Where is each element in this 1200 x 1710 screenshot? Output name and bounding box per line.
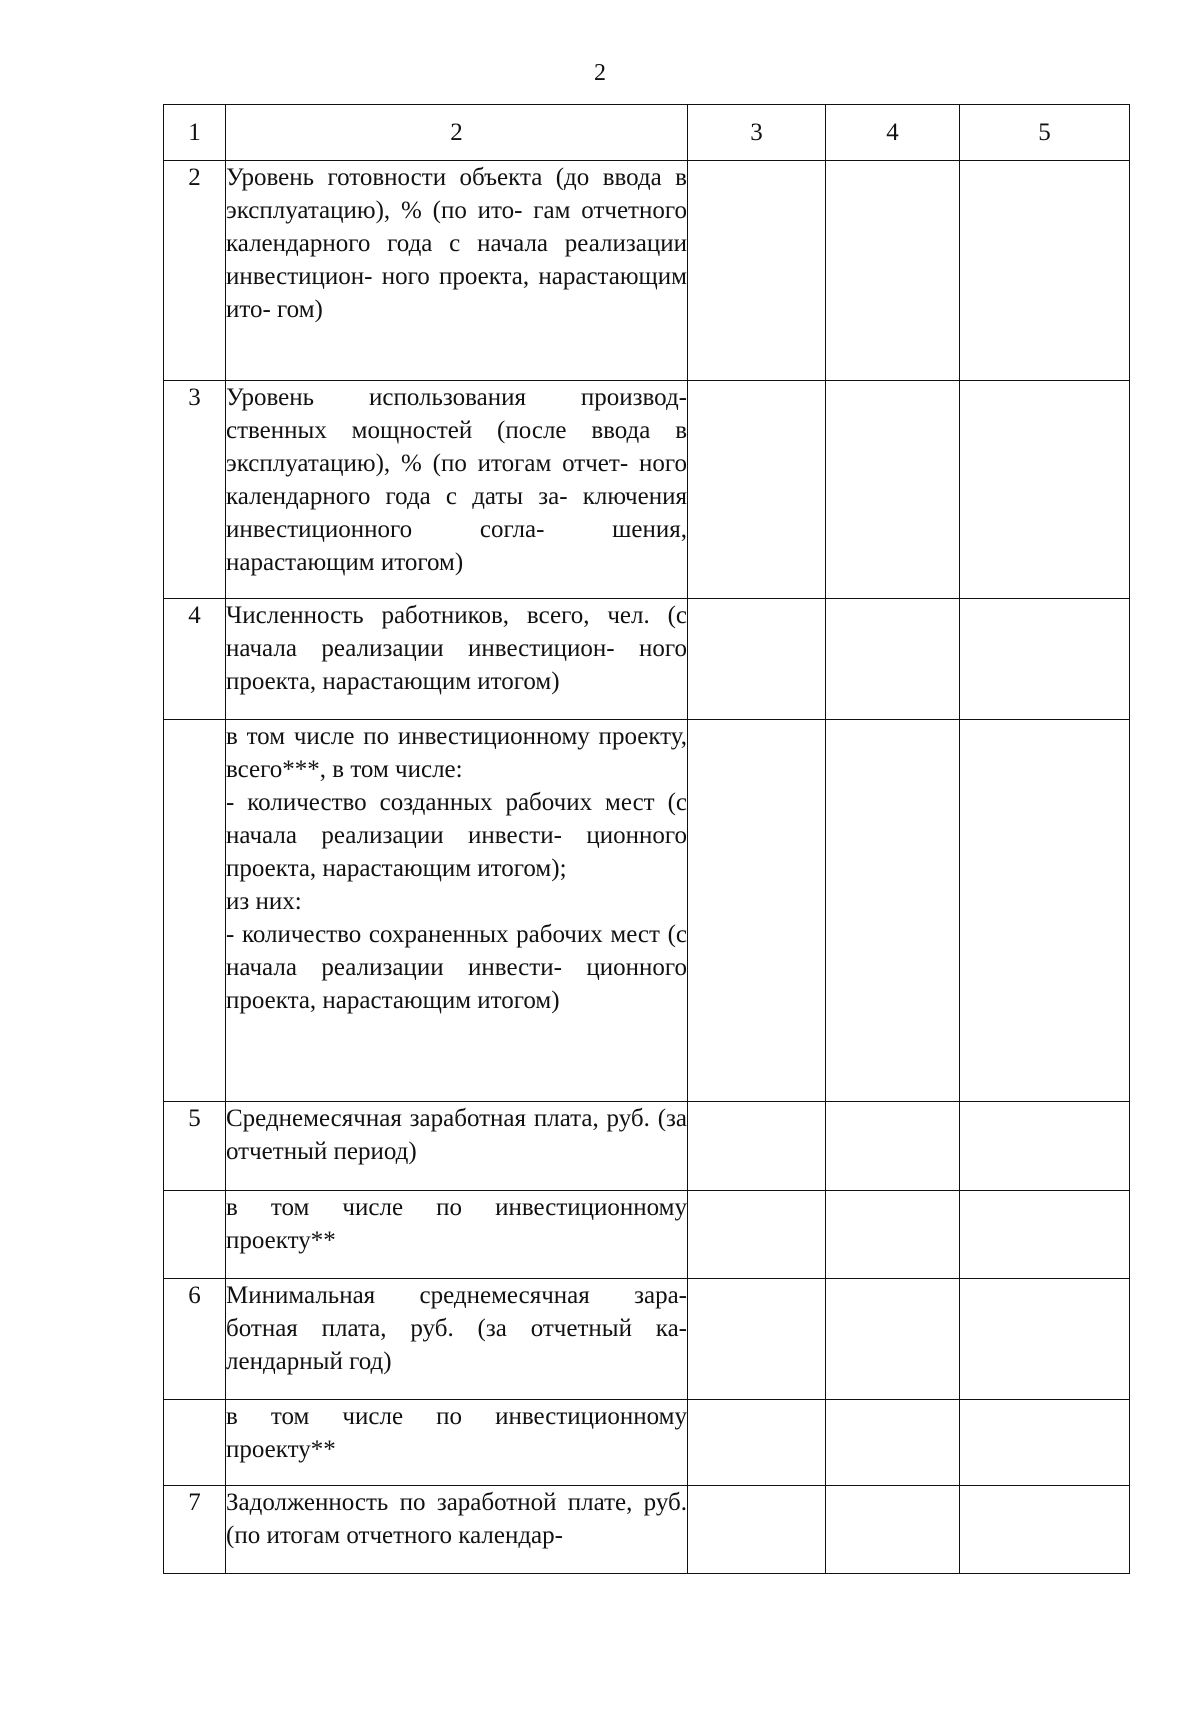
row-number: 7	[164, 1486, 226, 1574]
value-cell	[960, 1102, 1130, 1191]
page-number: 2	[594, 60, 606, 86]
indicator-description	[226, 720, 688, 1102]
column-header: 4	[826, 105, 960, 161]
row-number: 2	[164, 161, 226, 381]
row-number	[164, 720, 226, 1102]
indicator-description	[226, 381, 688, 599]
table-row	[164, 1102, 1130, 1191]
column-header: 2	[226, 105, 688, 161]
indicator-line: Среднемесячная заработная плата, руб. (за отчетный период)	[226, 1105, 687, 1165]
indicator-line: в том числе по инвестиционному проекту**	[226, 1194, 687, 1254]
column-header: 5	[960, 105, 1130, 161]
value-cell	[688, 720, 826, 1102]
row-number: 5	[164, 1102, 226, 1191]
value-cell	[826, 1191, 960, 1279]
indicator-line: Численность работников, всего, чел. (с начала реализации инвестицион- ного проекта, нарастающим итогом)	[226, 602, 687, 695]
table-row	[164, 1191, 1130, 1279]
value-cell	[960, 720, 1130, 1102]
value-cell	[826, 381, 960, 599]
value-cell	[960, 381, 1130, 599]
value-cell	[826, 1102, 960, 1191]
indicator-description	[226, 1486, 688, 1574]
table-row	[164, 1279, 1130, 1400]
table-row	[164, 599, 1130, 720]
row-number	[164, 1400, 226, 1486]
value-cell	[688, 599, 826, 720]
value-cell	[960, 599, 1130, 720]
value-cell	[826, 1486, 960, 1574]
report-table	[163, 104, 1130, 1574]
indicator-description	[226, 161, 688, 381]
value-cell	[688, 381, 826, 599]
table-row	[164, 1400, 1130, 1486]
row-number	[164, 1191, 226, 1279]
row-number: 3	[164, 381, 226, 599]
value-cell	[826, 1400, 960, 1486]
indicator-description	[226, 599, 688, 720]
value-cell	[960, 1191, 1130, 1279]
value-cell	[688, 161, 826, 381]
column-header: 1	[164, 105, 226, 161]
table-row	[164, 381, 1130, 599]
row-number: 6	[164, 1279, 226, 1400]
indicator-line: - количество созданных рабочих мест (с начала реализации инвести- ционного проекта, нарастающим итогом);	[226, 789, 687, 882]
column-header: 3	[688, 105, 826, 161]
table-row	[164, 1486, 1130, 1574]
value-cell	[826, 720, 960, 1102]
value-cell	[826, 599, 960, 720]
value-cell	[960, 1279, 1130, 1400]
value-cell	[688, 1486, 826, 1574]
value-cell	[960, 1486, 1130, 1574]
indicator-line: Уровень готовности объекта (до ввода в эксплуатацию), % (по ито- гам отчетного календарного года с начала реализации инвестицион- ного проекта, нарастающим ито- гом)	[226, 164, 687, 323]
value-cell	[688, 1400, 826, 1486]
indicator-description	[226, 1102, 688, 1191]
indicator-line: Минимальная среднемесячная зара- ботная плата, руб. (за отчетный ка- лендарный год)	[226, 1282, 687, 1375]
value-cell	[688, 1279, 826, 1400]
indicator-line: Уровень использования производ- ственных мощностей (после ввода в эксплуатацию), % (по итогам отчет- ного календарного года с даты за- ключения инвестиционного согла- шения, нарастающим итогом)	[226, 384, 687, 576]
value-cell	[688, 1102, 826, 1191]
value-cell	[826, 1279, 960, 1400]
table-row	[164, 720, 1130, 1102]
indicator-line: в том числе по инвестиционному проекту**	[226, 1403, 687, 1463]
row-number: 4	[164, 599, 226, 720]
value-cell	[960, 161, 1130, 381]
value-cell	[826, 161, 960, 381]
table-row	[164, 161, 1130, 381]
header-row	[164, 105, 1130, 161]
indicator-description	[226, 1400, 688, 1486]
indicator-line: из них:	[226, 888, 302, 915]
indicator-line: Задолженность по заработной плате, руб. (по итогам отчетного календар-	[226, 1489, 687, 1549]
indicator-line: в том числе по инвестиционному проекту, всего***, в том числе:	[226, 723, 687, 783]
indicator-line: - количество сохраненных рабочих мест (с начала реализации инвести- ционного проекта, нарастающим итогом)	[226, 921, 687, 1014]
indicator-description	[226, 1191, 688, 1279]
value-cell	[688, 1191, 826, 1279]
table-body	[164, 161, 1130, 1574]
indicator-description	[226, 1279, 688, 1400]
value-cell	[960, 1400, 1130, 1486]
